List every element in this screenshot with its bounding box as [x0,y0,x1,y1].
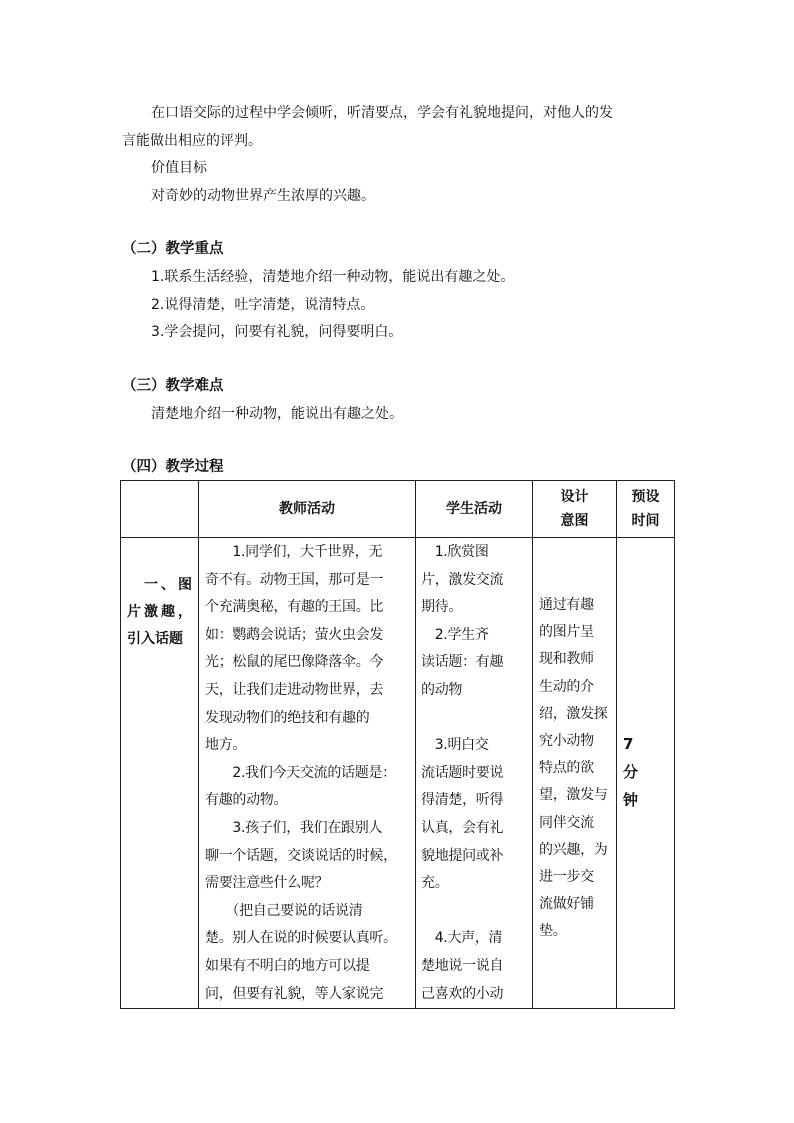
section-key-points-heading: （二）教学重点 [122,241,224,257]
key-point-item: 3.学会提问，问要有礼貌，问得要明白。 [151,324,403,340]
header-planned-time: 预设 时间 [617,481,675,538]
teaching-process-table [120,480,675,1009]
value-goal-text: 对奇妙的动物世界产生浓厚的兴趣。 [151,188,375,204]
intro-paragraph-continued: 言能做出相应的评判。 [122,133,262,149]
planned-time-cell: 7 分 钟 [617,538,675,1009]
table-header-row [121,481,675,538]
section-process-heading: （四）教学过程 [122,459,224,475]
difficulty-text: 清楚地介绍一种动物，能说出有趣之处。 [151,406,403,422]
section-difficulty-heading: （三）教学难点 [122,378,224,394]
header-stage [121,481,199,538]
value-goal-heading: 价值目标 [151,160,207,176]
header-teacher-activity: 教师活动 [199,481,416,538]
table-row [121,538,675,1009]
key-point-item: 1.联系生活经验，清楚地介绍一种动物，能说出有趣之处。 [151,269,515,285]
teacher-activity-cell: 1.同学们，大千世界，无 奇不有。动物王国，那可是一 个充满奥秘，有趣的王国。比 如：鹦鹉会说话；萤火虫会发 光；松鼠的尾巴像降落伞。今 天，让我们走进动物世界，去 发现动物们的绝技和有趣的 地方。 2.我们今天交流的话题是： 有趣的动物。 3.孩子们，我们在跟别人 聊一个话题，交谈说话的时候， 需要注意些什么呢？ （把自己要说的话说清 楚。别人在说的时候要认真听。 如果有不明白的地方可以提 问，但要有礼貌，等人家说完 [199,538,416,1009]
intro-paragraph: 在口语交际的过程中学会倾听，听清要点，学会有礼貌地提问，对他人的发 [151,105,613,121]
key-point-item: 2.说得清楚，吐字清楚，说清特点。 [151,297,375,313]
design-intent-cell: 通过有趣 的图片呈 现和教师 生动的介 绍，激发探 究小动物 特点的欲 望，激发与 同伴交流 的兴趣，为 进一步交 流做好铺 垫。 [533,538,617,1009]
header-design-intent: 设计 意图 [533,481,617,538]
stage-cell: 一、图片激趣，引入话题 [121,538,199,1009]
student-activity-cell: 1.欣赏图 片，激发交流 期待。 2.学生齐 读话题：有趣 的动物 3.明白交 流话题时要说 得清楚，听得 认真，会有礼 貌地提问或补 充。 4.大声，清 楚地说一说自 己喜欢的小动 [416,538,533,1009]
header-student-activity: 学生活动 [416,481,533,538]
